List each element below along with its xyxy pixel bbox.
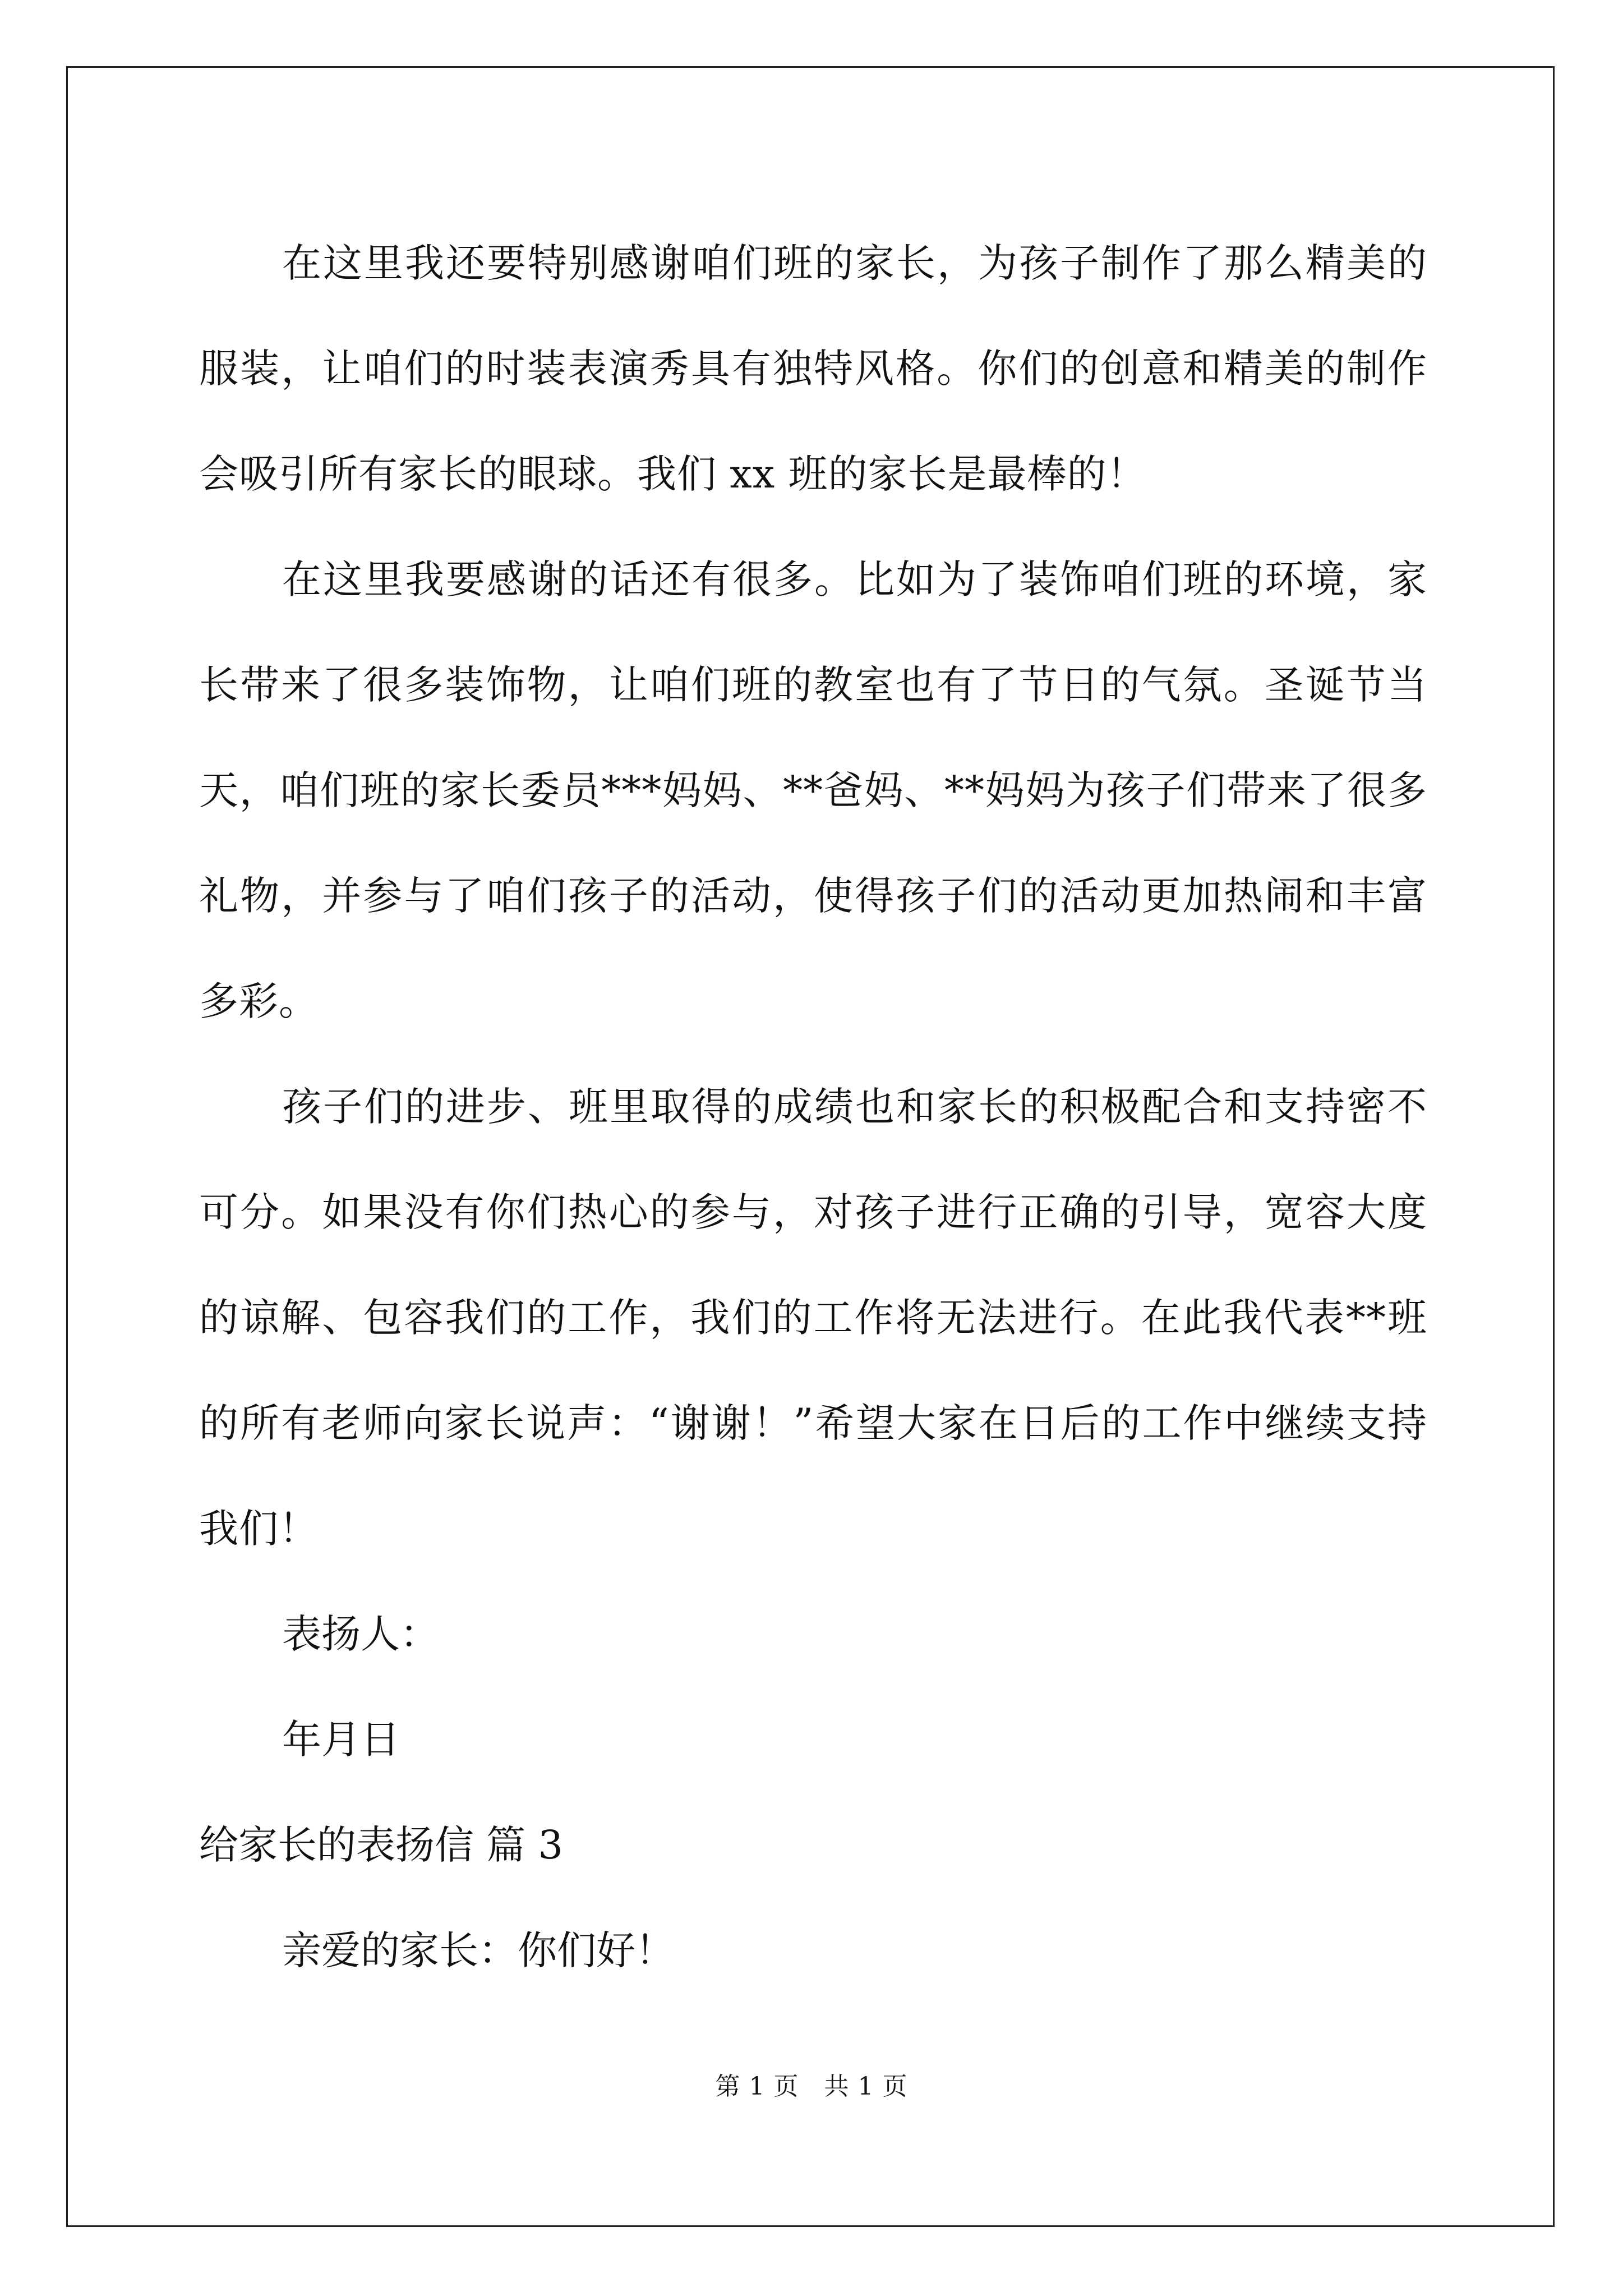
section-heading: 给家长的表扬信 篇 3 — [199, 1822, 564, 1868]
page-footer: 第 1 页 共 1 页 — [715, 2072, 908, 2101]
signature-label: 表扬人： — [282, 1611, 439, 1657]
paragraph-thanks-decorations: 在这里我要感谢的话还有很多。比如为了装饰咱们班的环境，家长带来了很多装饰物，让咱们班的教室也有了节日的气氛。圣诞节当天，咱们班的家长委员***妈妈、**爸妈、**妈妈为孩子们带来了很多礼物，并参与了咱们孩子的活动，使得孩子们的活动更加热闹和丰富多彩。 — [199, 556, 1427, 1024]
date-label: 年月日 — [282, 1717, 400, 1763]
greeting: 亲爱的家长：你们好！ — [282, 1927, 675, 1973]
paragraph-thanks-support: 孩子们的进步、班里取得的成绩也和家长的积极配合和支持密不可分。如果没有你们热心的参与，对孩子进行正确的引导，宽容大度的谅解、包容我们的工作，我们的工作将无法进行。在此我代表**班的所有老师向家长说声：“谢谢！”希望大家在日后的工作中继续支持我们！ — [199, 1084, 1427, 1552]
document-body — [199, 210, 1427, 2003]
paragraph-thanks-costumes: 在这里我还要特别感谢咱们班的家长，为孩子制作了那么精美的服装，让咱们的时装表演秀具有独特风格。你们的创意和精美的制作会吸引所有家长的眼球。我们 xx 班的家长是最棒的！ — [199, 240, 1427, 497]
